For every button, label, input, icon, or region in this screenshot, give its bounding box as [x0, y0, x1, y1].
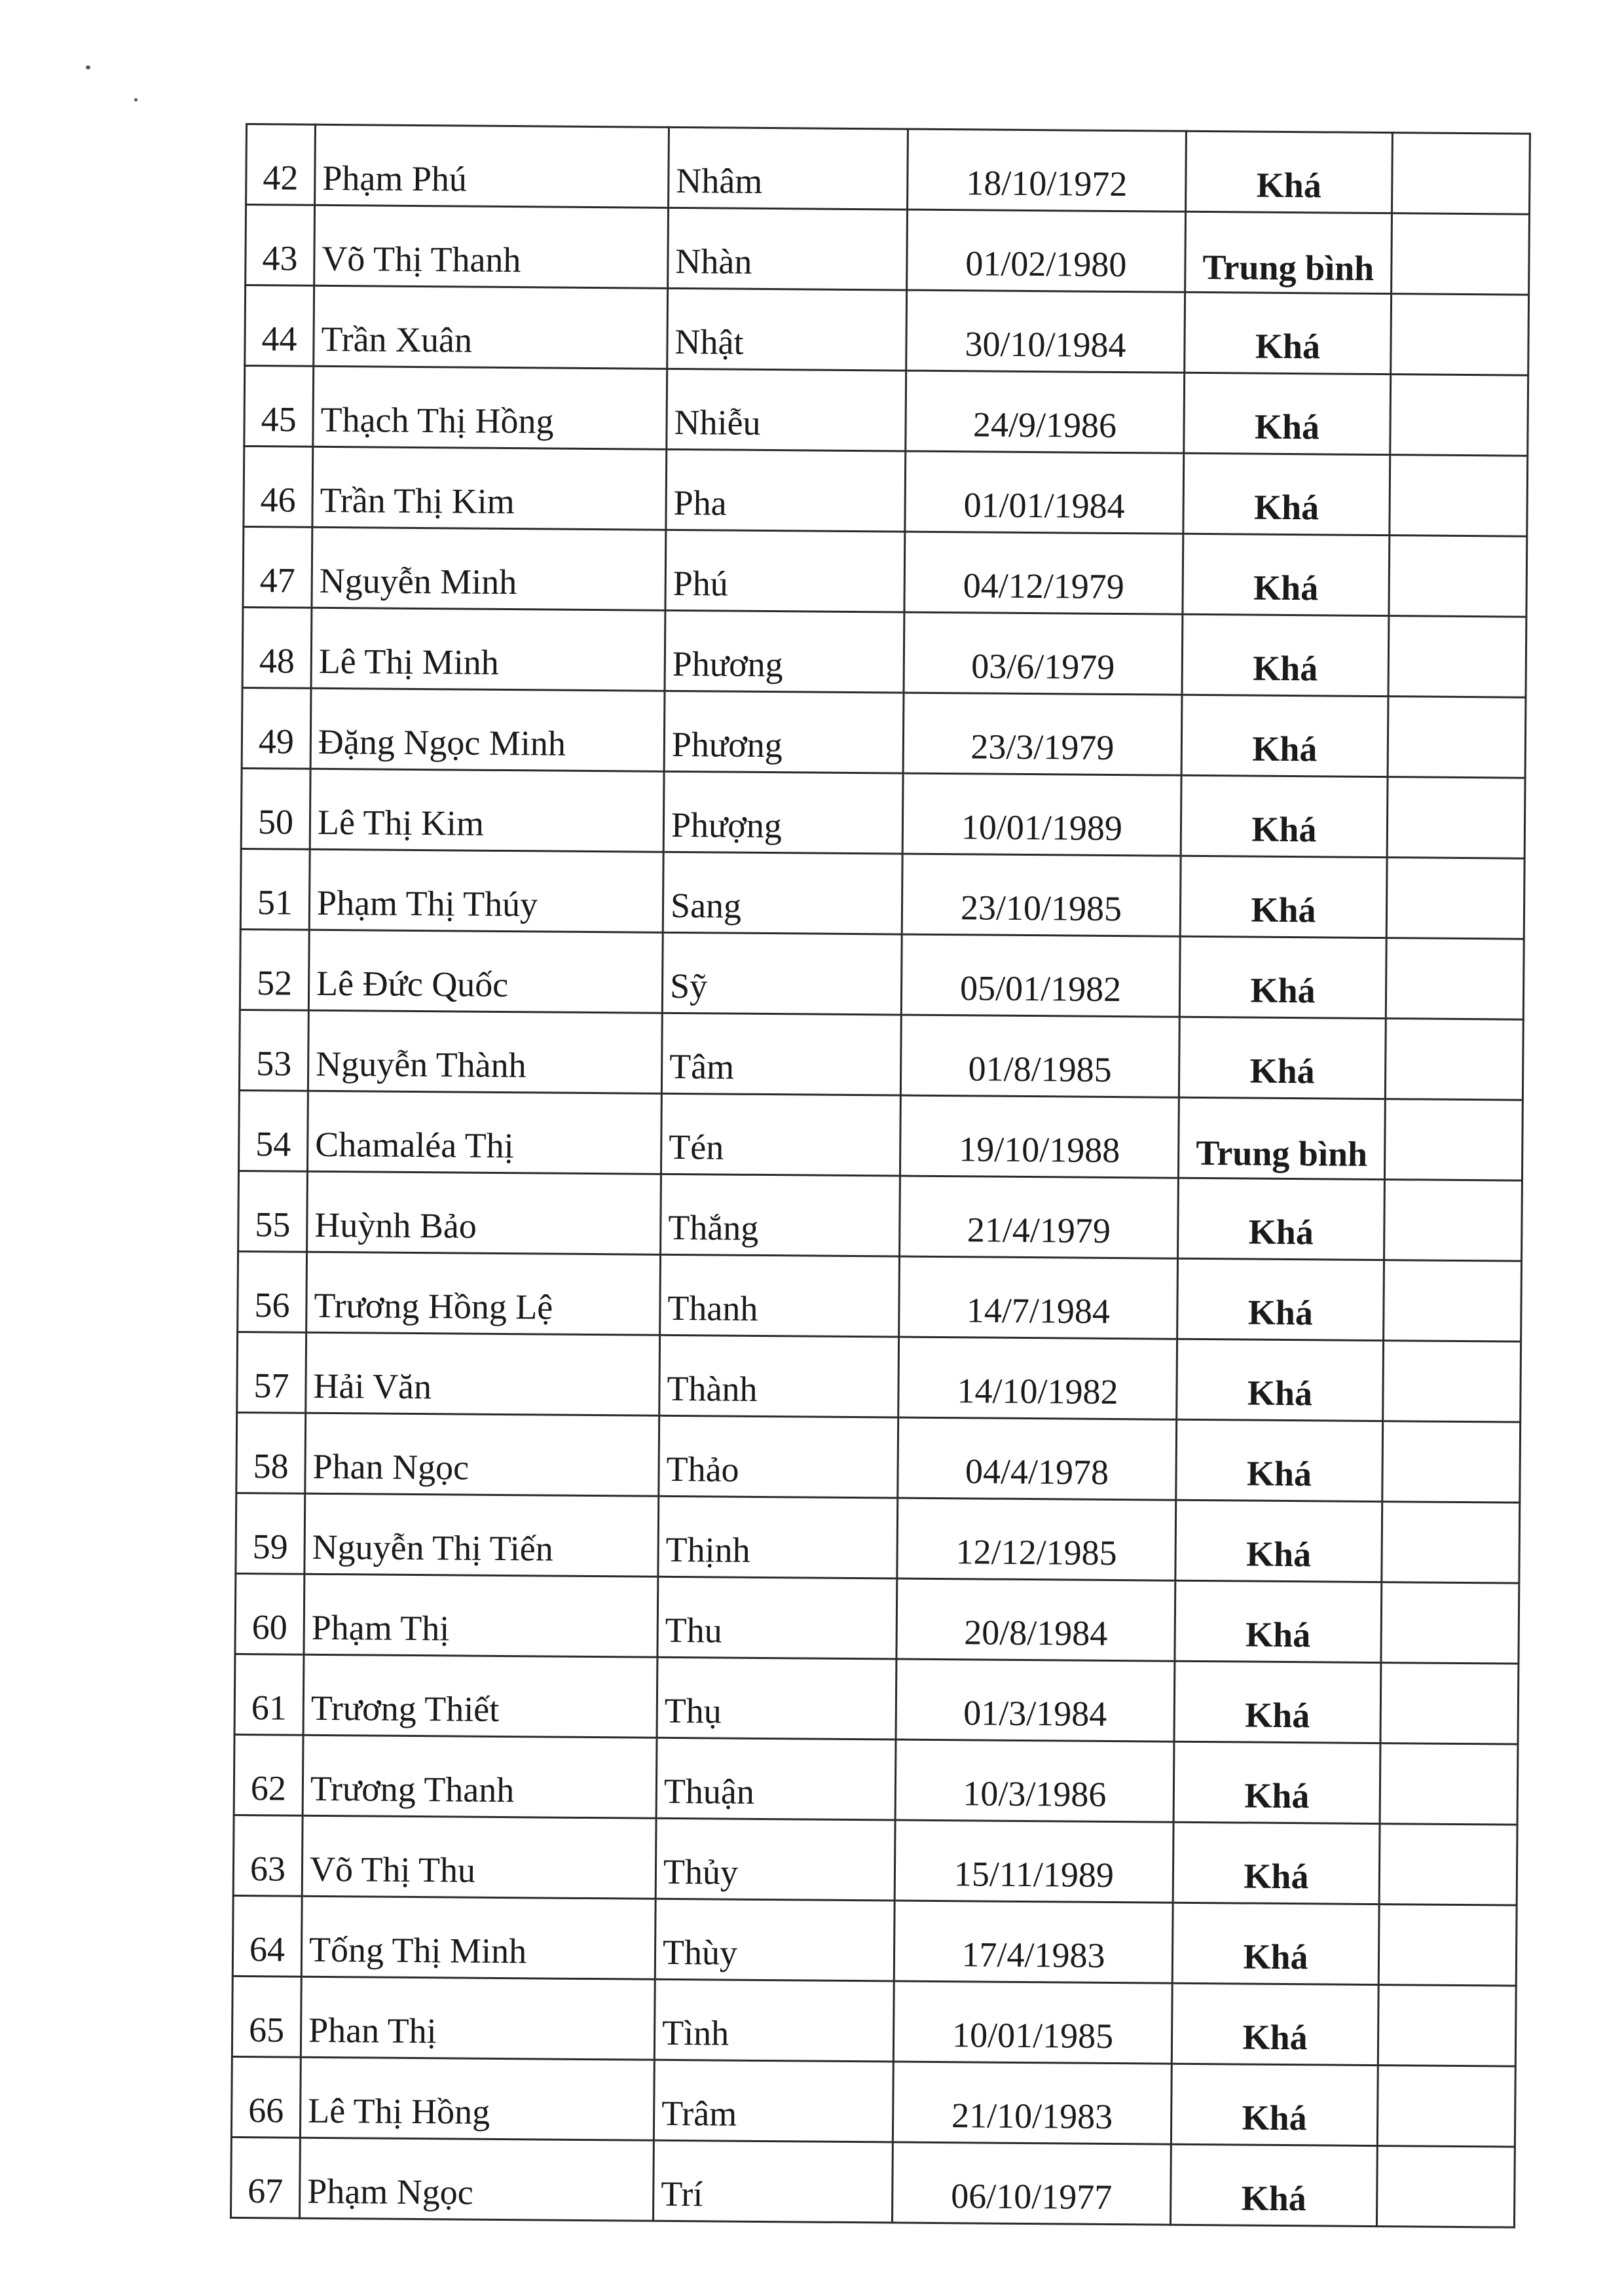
given-name-cell: Thạch Thị Hồng — [313, 366, 667, 449]
date-of-birth-cell: 05/01/1982 — [901, 934, 1180, 1017]
date-of-birth-cell: 17/4/1983 — [894, 1901, 1173, 1983]
note-cell — [1390, 455, 1528, 537]
given-name-cell: Trương Thiết — [303, 1654, 657, 1738]
first-name-cell: Phương — [664, 691, 904, 773]
given-name-cell: Võ Thị Thu — [302, 1815, 656, 1899]
classification-cell: Khá — [1175, 1580, 1382, 1662]
given-name-cell: Đặng Ngọc Minh — [310, 688, 665, 771]
row-number-cell: 54 — [238, 1090, 308, 1171]
note-cell — [1380, 1663, 1519, 1745]
table-row — [237, 1332, 1521, 1422]
classification-cell: Khá — [1181, 775, 1388, 857]
classification-cell: Khá — [1183, 534, 1390, 615]
classification-cell: Khá — [1170, 2144, 1377, 2226]
first-name-cell: Thảo — [659, 1415, 898, 1498]
given-name-cell: Huỳnh Bảo — [307, 1171, 661, 1254]
given-name-cell: Võ Thị Thanh — [314, 205, 669, 288]
row-number-cell: 65 — [232, 1976, 301, 2057]
given-name-cell: Lê Đức Quốc — [308, 930, 663, 1013]
note-cell — [1382, 1421, 1521, 1503]
row-number-cell: 56 — [238, 1251, 307, 1332]
first-name-cell: Tâm — [661, 1013, 901, 1095]
given-name-cell: Phan Thị — [301, 1977, 655, 2060]
note-cell — [1377, 2066, 1515, 2147]
note-cell — [1380, 1743, 1518, 1825]
given-name-cell: Lê Thị Kim — [310, 769, 664, 852]
table-row — [231, 2056, 1515, 2147]
row-number-cell: 50 — [241, 768, 310, 849]
table-row — [241, 768, 1525, 858]
note-cell — [1379, 1824, 1517, 1906]
table-row — [240, 929, 1524, 1019]
classification-cell: Khá — [1173, 1741, 1380, 1823]
table-row — [236, 1412, 1521, 1503]
first-name-cell: Trí — [653, 2140, 893, 2223]
row-number-cell: 53 — [239, 1010, 308, 1091]
date-of-birth-cell: 14/10/1982 — [898, 1337, 1177, 1419]
date-of-birth-cell: 30/10/1984 — [906, 290, 1185, 373]
first-name-cell: Phú — [665, 530, 905, 612]
given-name-cell: Trần Thị Kim — [312, 446, 667, 530]
date-of-birth-cell: 23/3/1979 — [903, 693, 1182, 775]
note-cell — [1386, 938, 1524, 1020]
classification-cell: Trung bình — [1178, 1097, 1385, 1179]
given-name-cell: Lê Thị Hồng — [300, 2057, 654, 2140]
table-row — [246, 205, 1530, 295]
date-of-birth-cell: 21/4/1979 — [900, 1176, 1179, 1258]
classification-cell: Khá — [1176, 1419, 1383, 1501]
note-cell — [1382, 1502, 1520, 1584]
first-name-cell: Thành — [659, 1335, 899, 1417]
classification-cell: Khá — [1184, 373, 1391, 454]
classification-cell: Khá — [1177, 1258, 1384, 1340]
classification-cell: Khá — [1179, 1017, 1386, 1099]
row-number-cell: 64 — [232, 1895, 302, 1977]
first-name-cell: Trâm — [654, 2060, 893, 2142]
given-name-cell: Nguyễn Thị Tiến — [304, 1493, 659, 1576]
table-row — [244, 446, 1528, 536]
note-cell — [1392, 133, 1530, 215]
scan-speck — [86, 65, 90, 69]
classification-cell: Khá — [1183, 453, 1390, 535]
row-number-cell: 51 — [240, 848, 310, 930]
classification-cell: Khá — [1182, 614, 1389, 696]
given-name-cell: Nguyễn Thành — [308, 1010, 662, 1093]
date-of-birth-cell: 01/8/1985 — [900, 1015, 1179, 1097]
note-cell — [1378, 1904, 1517, 1986]
row-number-cell: 47 — [243, 526, 312, 608]
date-of-birth-cell: 10/3/1986 — [895, 1740, 1174, 1822]
first-name-cell: Phượng — [663, 771, 903, 854]
date-of-birth-cell: 10/01/1989 — [902, 773, 1181, 856]
given-name-cell: Phạm Ngọc — [299, 2138, 654, 2221]
row-number-cell: 52 — [240, 929, 309, 1010]
row-number-cell: 57 — [237, 1332, 306, 1413]
date-of-birth-cell: 12/12/1985 — [897, 1498, 1176, 1580]
scan-speck — [134, 98, 138, 101]
first-name-cell: Thắng — [661, 1174, 900, 1256]
date-of-birth-cell: 01/02/1980 — [907, 210, 1186, 292]
note-cell — [1381, 1582, 1519, 1664]
note-cell — [1388, 697, 1526, 778]
given-name-cell: Chamaléa Thị — [307, 1091, 661, 1174]
table-row — [236, 1493, 1520, 1583]
given-name-cell: Trương Thanh — [303, 1735, 657, 1818]
row-number-cell: 59 — [236, 1493, 305, 1574]
note-cell — [1390, 374, 1528, 456]
first-name-cell: Thịnh — [658, 1496, 898, 1578]
row-number-cell: 44 — [245, 285, 314, 367]
table-row — [234, 1734, 1518, 1825]
student-roster-table — [230, 123, 1531, 2229]
first-name-cell: Sỹ — [662, 932, 902, 1015]
date-of-birth-cell: 10/01/1985 — [893, 1981, 1172, 2064]
row-number-cell: 61 — [234, 1654, 304, 1735]
note-cell — [1384, 1099, 1522, 1181]
table-row — [232, 1895, 1517, 1986]
note-cell — [1376, 2146, 1515, 2228]
date-of-birth-cell: 04/4/1978 — [898, 1417, 1177, 1500]
note-cell — [1384, 1180, 1522, 1262]
note-cell — [1389, 536, 1527, 617]
classification-cell: Khá — [1172, 1903, 1379, 1984]
classification-cell: Trung bình — [1185, 211, 1392, 293]
row-number-cell: 43 — [246, 205, 315, 286]
date-of-birth-cell: 01/01/1984 — [905, 451, 1184, 534]
first-name-cell: Phương — [665, 610, 904, 693]
date-of-birth-cell: 21/10/1983 — [893, 2062, 1172, 2144]
table-row — [240, 848, 1524, 939]
given-name-cell: Phan Ngọc — [305, 1413, 659, 1496]
table-row — [238, 1171, 1522, 1261]
roster-body — [231, 124, 1530, 2228]
given-name-cell: Nguyễn Minh — [312, 527, 666, 610]
row-number-cell: 55 — [238, 1171, 308, 1252]
first-name-cell: Nhật — [667, 288, 907, 371]
first-name-cell: Sang — [663, 852, 902, 934]
classification-cell: Khá — [1186, 131, 1393, 213]
table-row — [246, 124, 1530, 215]
date-of-birth-cell: 03/6/1979 — [904, 612, 1183, 695]
table-row — [243, 526, 1527, 617]
note-cell — [1384, 1260, 1522, 1342]
first-name-cell: Nhiễu — [667, 369, 906, 451]
classification-cell: Khá — [1175, 1500, 1382, 1582]
given-name-cell: Phạm Thị — [304, 1574, 658, 1657]
date-of-birth-cell: 24/9/1986 — [906, 371, 1185, 453]
first-name-cell: Pha — [666, 449, 906, 532]
table-row — [245, 285, 1529, 376]
first-name-cell: Tình — [654, 1979, 894, 2062]
date-of-birth-cell: 01/3/1984 — [896, 1659, 1175, 1741]
date-of-birth-cell: 18/10/1972 — [908, 129, 1187, 211]
first-name-cell: Thụ — [657, 1657, 896, 1740]
note-cell — [1383, 1341, 1521, 1423]
row-number-cell: 66 — [231, 2056, 301, 2138]
row-number-cell: 48 — [242, 607, 312, 688]
table-row — [233, 1815, 1517, 1905]
table-row — [234, 1654, 1519, 1744]
note-cell — [1391, 294, 1529, 376]
given-name-cell: Phạm Thị Thúy — [309, 849, 663, 932]
date-of-birth-cell: 06/10/1977 — [892, 2142, 1171, 2225]
classification-cell: Khá — [1179, 936, 1386, 1018]
first-name-cell: Thuận — [656, 1738, 896, 1820]
note-cell — [1378, 1985, 1516, 2067]
given-name-cell: Phạm Phú — [315, 124, 669, 208]
table-row — [238, 1090, 1522, 1180]
row-number-cell: 49 — [242, 687, 311, 769]
note-cell — [1387, 777, 1525, 859]
classification-cell: Khá — [1178, 1178, 1385, 1260]
given-name-cell: Tống Thị Minh — [301, 1896, 655, 1979]
row-number-cell: 63 — [233, 1815, 303, 1896]
classification-cell: Khá — [1173, 1822, 1380, 1904]
table-row — [239, 1010, 1523, 1100]
date-of-birth-cell: 15/11/1989 — [895, 1820, 1173, 1903]
given-name-cell: Trần Xuân — [314, 285, 668, 369]
first-name-cell: Tén — [661, 1093, 900, 1176]
classification-cell: Khá — [1174, 1661, 1381, 1743]
table-row — [238, 1251, 1522, 1341]
row-number-cell: 60 — [235, 1573, 304, 1654]
row-number-cell: 67 — [231, 2137, 300, 2218]
table-row — [232, 1976, 1516, 2066]
note-cell — [1388, 616, 1526, 698]
classification-cell: Khá — [1180, 856, 1387, 938]
classification-cell: Khá — [1185, 292, 1392, 374]
note-cell — [1386, 858, 1524, 939]
first-name-cell: Nhàn — [668, 208, 908, 290]
first-name-cell: Thanh — [660, 1254, 900, 1337]
row-number-cell: 58 — [236, 1412, 306, 1493]
classification-cell: Khá — [1171, 2064, 1378, 2145]
row-number-cell: 45 — [244, 366, 314, 447]
date-of-birth-cell: 20/8/1984 — [896, 1578, 1175, 1661]
first-name-cell: Nhâm — [669, 127, 908, 210]
classification-cell: Khá — [1177, 1339, 1384, 1421]
first-name-cell: Thủy — [655, 1818, 895, 1901]
table-row — [242, 607, 1526, 697]
date-of-birth-cell: 19/10/1988 — [900, 1095, 1179, 1178]
row-number-cell: 62 — [234, 1734, 303, 1815]
date-of-birth-cell: 04/12/1979 — [904, 532, 1183, 614]
given-name-cell: Hải Văn — [306, 1332, 660, 1415]
date-of-birth-cell: 23/10/1985 — [902, 854, 1181, 936]
note-cell — [1385, 1019, 1523, 1101]
date-of-birth-cell: 14/7/1984 — [899, 1256, 1178, 1339]
table-row — [244, 366, 1528, 456]
first-name-cell: Thùy — [655, 1899, 895, 1981]
note-cell — [1392, 213, 1530, 295]
first-name-cell: Thu — [657, 1576, 897, 1659]
classification-cell: Khá — [1181, 695, 1388, 776]
table-row — [231, 2137, 1515, 2227]
given-name-cell: Trương Hồng Lệ — [306, 1252, 661, 1335]
row-number-cell: 46 — [244, 446, 313, 527]
table-row — [242, 687, 1526, 778]
row-number-cell: 42 — [246, 124, 316, 206]
classification-cell: Khá — [1172, 1983, 1378, 2065]
given-name-cell: Lê Thị Minh — [311, 608, 665, 691]
table-row — [235, 1573, 1519, 1664]
